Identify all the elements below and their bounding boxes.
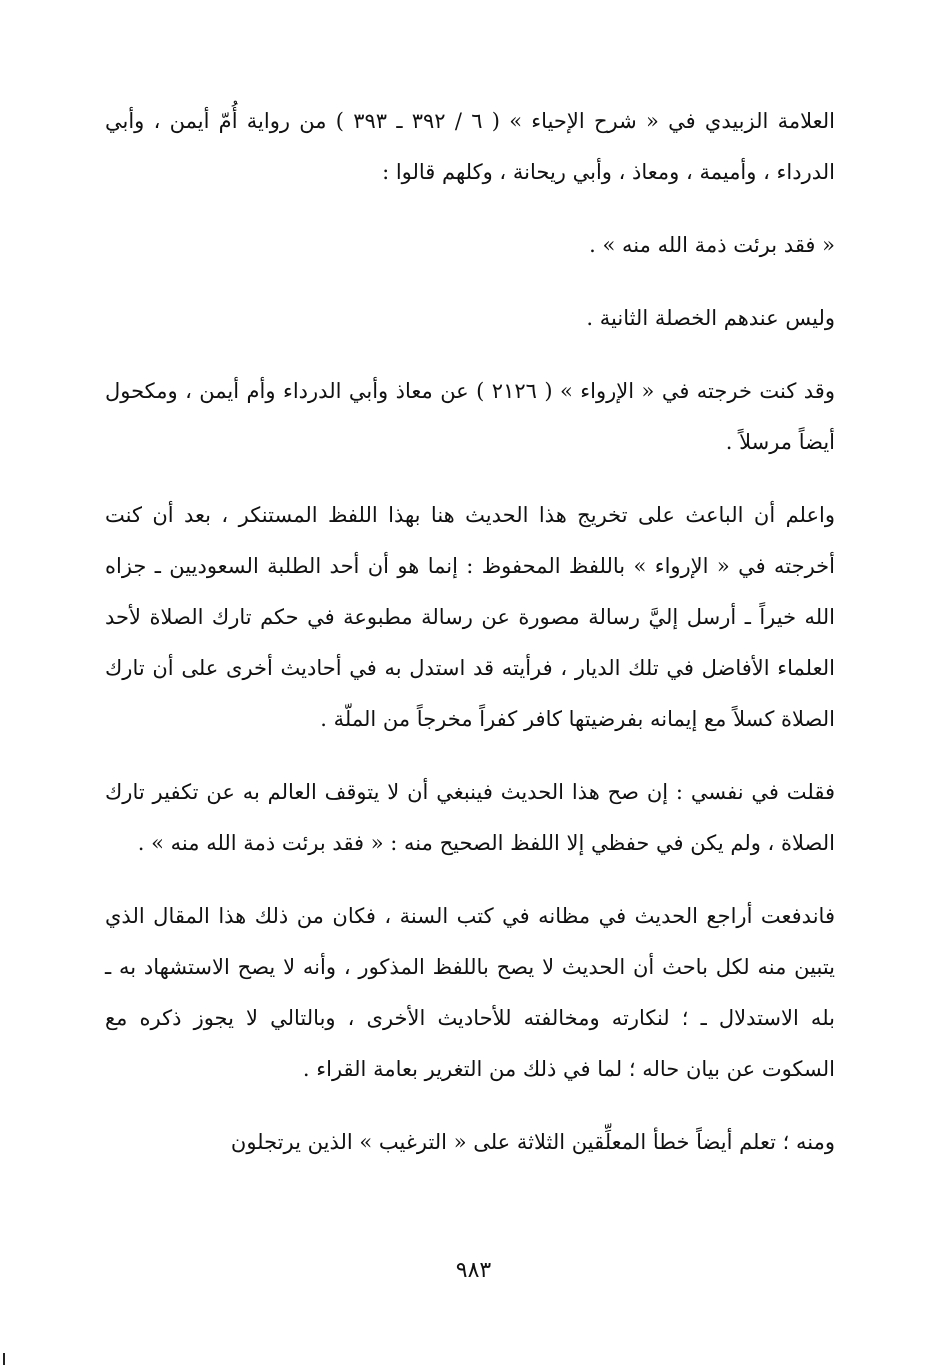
paragraph-8: ومنه ؛ تعلم أيضاً خطأ المعلِّقين الثلاثة على « الترغيب » الذين يرتجلون xyxy=(230,1130,835,1154)
paragraph-6: فقلت في نفسي : إن صح هذا الحديث فينبغي أن لا يتوقف العالم به عن تكفير تارك الصلاة ، ولم يكن في حفظي إلا اللفظ الصحيح منه : « فقد برئت ذمة الله منه » . xyxy=(105,780,835,855)
paragraph-7: فاندفعت أراجع الحديث في مظانه في كتب السنة ، فكان من ذلك هذا المقال الذي يتبين منه لكل باحث أن الحديث لا يصح باللفظ المذكور ، وأنه لا يصح الاستشهاد به ـ بله الاستدلال ـ ؛ لنكارته ومخالفته للأحاديث الأخرى ، وبالتالي لا يجوز ذكره مع السكوت عن بيان حاله ؛ لما في ذلك من التغرير بعامة القراء . xyxy=(105,904,835,1081)
scan-edge-mark xyxy=(3,1353,5,1365)
paragraph-4: وقد كنت خرجته في « الإرواء » ( ٢١٢٦ ) عن معاذ وأبي الدرداء وأم أيمن ، ومكحول أيضاً مرسلاً . xyxy=(105,379,835,454)
paragraph-1: العلامة الزبيدي في « شرح الإحياء » ( ٦ / ٣٩٢ ـ ٣٩٣ ) من رواية أُمّ أيمن ، وأبي الدرداء ، وأميمة ، ومعاذ ، وأبي ريحانة ، وكلهم قالوا : xyxy=(105,109,835,184)
paragraph-5: واعلم أن الباعث على تخريج هذا الحديث هنا بهذا اللفظ المستنكر ، بعد أن كنت أخرجته في « الإرواء » باللفظ المحفوظ : إنما هو أن أحد الطلبة السعوديين ـ جزاه الله خيراً ـ أرسل إليَّ رسالة مصورة عن رسالة مطبوعة في حكم تارك الصلاة لأحد العلماء الأفاضل في تلك الديار ، فرأيته قد استدل به في أحاديث أخرى على أن تارك الصلاة كسلاً مع إيمانه بفرضيتها كافر كفراً مخرجاً من الملّة . xyxy=(105,503,835,731)
paragraph-3: وليس عندهم الخصلة الثانية . xyxy=(586,306,835,330)
page-number: ٩٨٣ xyxy=(455,1258,492,1283)
paragraph-2-quote: « فقد برئت ذمة الله منه » . xyxy=(589,233,835,257)
body-text xyxy=(105,96,835,1190)
